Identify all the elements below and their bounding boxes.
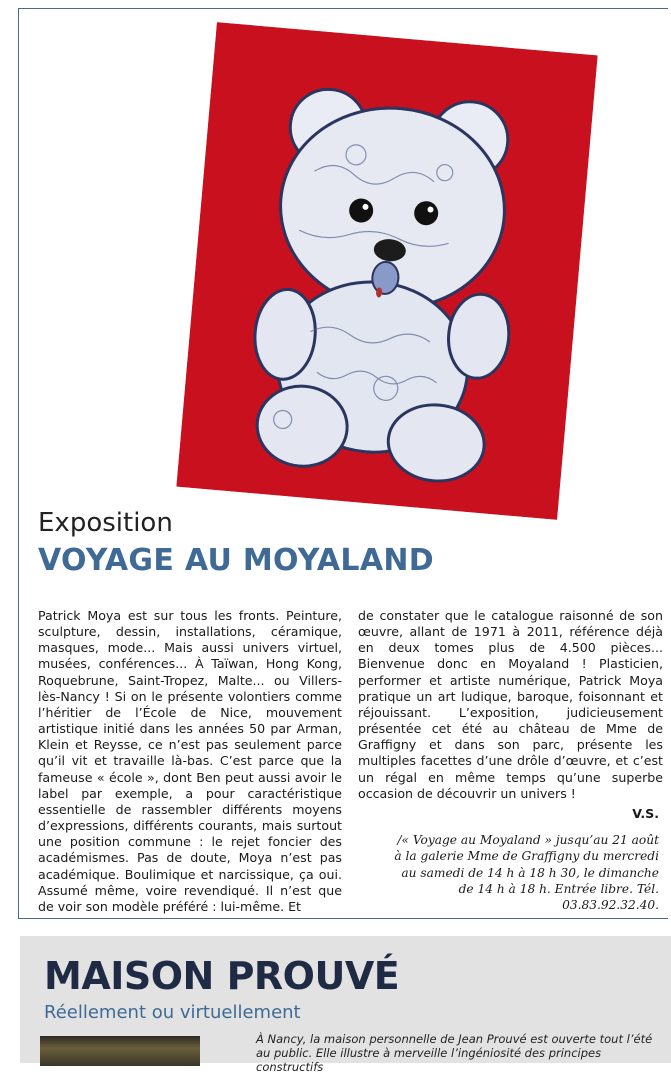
- info-line: de 14 h à 18 h. Entrée libre. Tél. 03.83.92.32.40.: [458, 881, 659, 913]
- article-right-column: [358, 608, 663, 914]
- exhibition-info: [358, 832, 663, 913]
- article-kicker: Exposition: [38, 508, 173, 538]
- house-photo-image: [40, 1036, 200, 1066]
- article-left-column: [38, 608, 342, 915]
- author-signature: V.S.: [632, 805, 659, 821]
- right-column-text: de constater que le catalogue raisonné de son œuvre, allant de 1971 à 2011, référence déjà en deux tomes plus de 4.500 pièces... Bienvenue donc en Moyaland ! Plasticien, performer et artiste numérique, Patrick Moya pratique un art ludique, baroque, foisonnant et réjouissant. L’exposition, judicieusement présentée cet été au château de Mme de Graffigny et dans son parc, présente les multiples facettes d’une drôle d’œuvre, et c’est un régal en même temps qu’une superbe occasion de découvrir un univers !: [358, 608, 663, 801]
- next-article-band: [20, 936, 671, 1074]
- article-headline: VOYAGE AU MOYALAND: [38, 543, 434, 578]
- left-column-text: Patrick Moya est sur tous les fronts. Peinture, sculpture, dessin, installations, céramique, masques, mode... Mais aussi univers virtuel, musées, conférences... À Taïwan, Hong Kong, Roquebrune, Saint-Tropez, Malte... ou Villers-lès-Nancy ! Si on le présente volontiers comme l’héritier de l’École de Nice, mouvement artistique initié dans les années 50 par Arman, Klein et Reysse, ce n’est pas seulement parce qu’il vit et travaille là-bas. C’est parce que la fameuse « école », dont Ben peut aussi avoir le label par exemple, a pour caractéristique essentielle de rassembler différents moyens d’expressions, différents courants, mais surtout une position commune : le rejet foncier des académismes. Pas de doute, Moya n’est pas académique. Boulimique et narcissique, ça oui. Assumé même, voire revendiqué. Il n’est que de voir son modèle préféré : lui-même. Et: [38, 608, 342, 914]
- next-article-lede: À Nancy, la maison personnelle de Jean Prouvé est ouverte tout l’été au public. Elle illustre à merveille l’ingéniosité des principes constructifs: [256, 1032, 653, 1074]
- next-article-subtitle: Réellement ou virtuellement: [44, 1002, 301, 1023]
- info-line: au samedi de 14 h à 18 h 30, le dimanche: [401, 865, 659, 880]
- info-line: à la galerie Mme de Graffigny du mercredi: [394, 849, 659, 864]
- next-article-title: MAISON PROUVÉ: [44, 954, 400, 998]
- info-line: /« Voyage au Moyaland » jusqu’au 21 août: [397, 833, 659, 848]
- bear-artwork-image: [176, 22, 597, 520]
